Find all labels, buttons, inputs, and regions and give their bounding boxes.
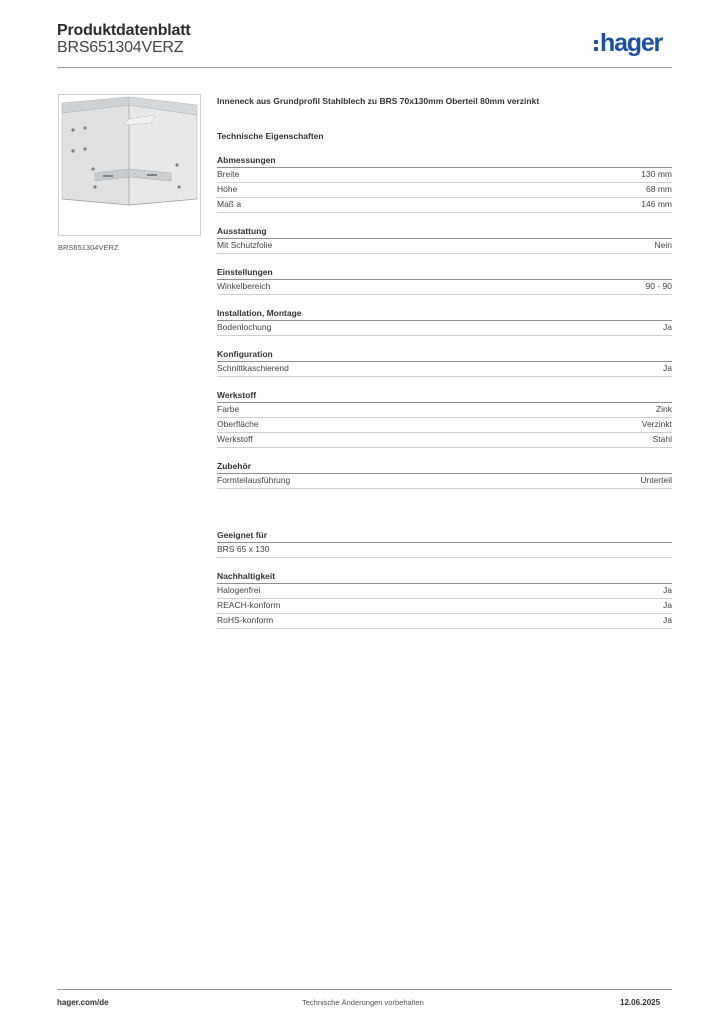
spec-value: Ja	[663, 322, 672, 332]
hager-logo	[594, 29, 662, 58]
spec-label: Höhe	[217, 184, 238, 194]
spec-section	[217, 570, 672, 629]
spec-row	[217, 183, 672, 198]
section-title: Ausstattung	[217, 225, 672, 239]
product-image	[58, 94, 201, 236]
spec-section	[217, 348, 672, 377]
footer-date: 12.06.2025	[620, 998, 661, 1007]
spec-row	[217, 280, 672, 295]
section-title: Abmessungen	[217, 154, 672, 168]
spec-value: Zink	[655, 404, 672, 414]
spec-value: Ja	[663, 363, 672, 373]
spec-value: 146 mm	[641, 199, 672, 209]
footer-disclaimer: Technische Änderungen vorbehalten	[302, 998, 424, 1007]
spec-label: Schnittkaschierend	[217, 363, 289, 373]
spec-section	[217, 460, 672, 489]
spec-label: Maß a	[217, 199, 242, 209]
spec-label: Bodenlochung	[217, 322, 272, 332]
spec-row	[217, 418, 672, 433]
section-title: Konfiguration	[217, 348, 672, 362]
spec-label: Farbe	[217, 404, 240, 414]
spec-label: Oberfläche	[217, 419, 259, 429]
section-spacer	[217, 489, 672, 517]
section-title: Installation, Montage	[217, 307, 672, 321]
spec-row	[217, 584, 672, 599]
spec-label: Formteilausführung	[217, 475, 291, 485]
logo-dots-icon	[594, 40, 598, 51]
spec-row	[217, 543, 672, 558]
technical-properties-heading: Technische Eigenschaften	[217, 131, 324, 141]
spec-row	[217, 168, 672, 183]
spec-value: Nein	[654, 240, 672, 250]
spec-value: Unterteil	[640, 475, 672, 485]
spec-section	[217, 307, 672, 336]
spec-label: Breite	[217, 169, 240, 179]
section-title: Zubehör	[217, 460, 672, 474]
spec-value: 130 mm	[641, 169, 672, 179]
spec-label: Winkelbereich	[217, 281, 271, 291]
section-title: Werkstoff	[217, 389, 672, 403]
footer-divider	[57, 989, 672, 990]
spec-value: Stahl	[652, 434, 672, 444]
spec-value: Verzinkt	[641, 419, 672, 429]
spec-row	[217, 474, 672, 489]
spec-row	[217, 614, 672, 629]
spec-row	[217, 321, 672, 336]
section-title: Einstellungen	[217, 266, 672, 280]
spec-label: Mit Schutzfolie	[217, 240, 273, 250]
image-caption: BRS651304VERZ	[58, 243, 119, 252]
spec-section	[217, 266, 672, 295]
spec-label: Werkstoff	[217, 434, 253, 444]
spec-row	[217, 198, 672, 213]
spec-value: Ja	[663, 600, 672, 610]
header-divider	[57, 67, 672, 68]
spec-label: Halogenfrei	[217, 585, 261, 595]
spec-label: RoHS-konform	[217, 615, 274, 625]
spec-sections	[217, 154, 672, 489]
spec-label: BRS 65 x 130	[217, 544, 270, 554]
spec-content	[217, 95, 672, 629]
spec-value: 68 mm	[646, 184, 672, 194]
spec-row	[217, 433, 672, 448]
section-title: Geeignet für	[217, 529, 672, 543]
spec-row	[217, 239, 672, 254]
spec-value: Ja	[663, 585, 672, 595]
page-title: Produktdatenblatt	[57, 22, 191, 39]
footer-website: hager.com/de	[57, 998, 109, 1007]
spec-section	[217, 529, 672, 558]
section-title: Nachhaltigkeit	[217, 570, 672, 584]
spec-section	[217, 389, 672, 448]
spec-value: 90 - 90	[645, 281, 672, 291]
logo-text: hager	[600, 29, 663, 57]
inner-corner-illustration	[59, 95, 200, 235]
article-number: BRS651304VERZ	[57, 39, 184, 56]
spec-section	[217, 225, 672, 254]
spec-value: Ja	[663, 615, 672, 625]
spec-row	[217, 599, 672, 614]
spec-label: REACH-konform	[217, 600, 281, 610]
extra-sections	[217, 529, 672, 629]
spec-section	[217, 154, 672, 213]
spec-row	[217, 362, 672, 377]
spec-row	[217, 403, 672, 418]
product-description: Inneneck aus Grundprofil Stahlblech zu BRS 70x130mm Oberteil 80mm verzinkt	[217, 96, 540, 106]
